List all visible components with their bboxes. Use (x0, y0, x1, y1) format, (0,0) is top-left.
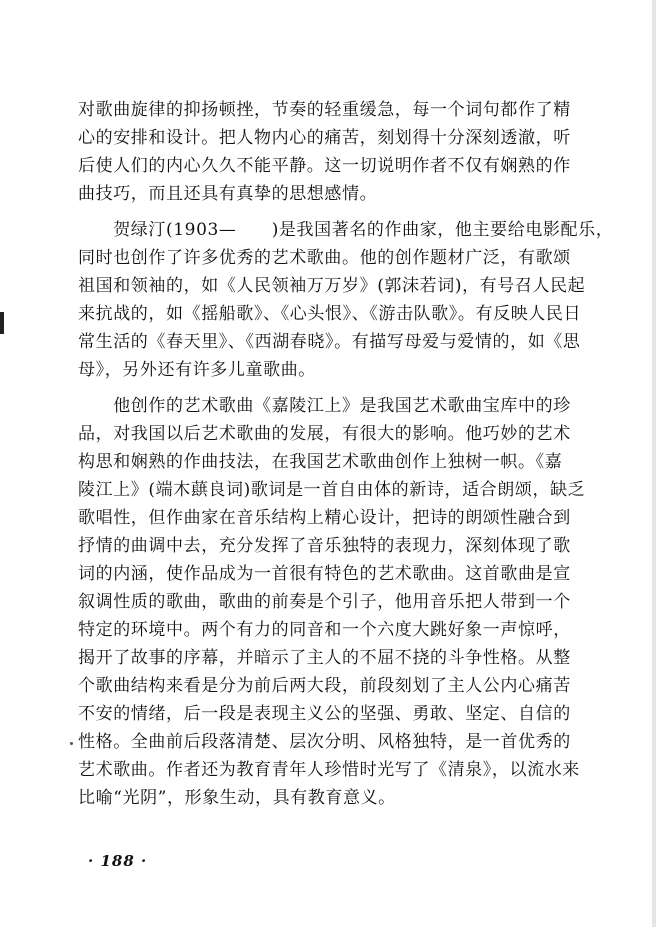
text-line: 心的安排和设计。把人物内心的痛苦，刻划得十分深刻透澈，听 (78, 128, 571, 148)
text-line: 揭开了故事的序幕，并暗示了主人的不屈不挠的斗争性格。从整 (78, 648, 571, 668)
text-line: 不安的情绪，后一段是表现主义公的坚强、勇敢、坚定、自信的 (78, 704, 571, 724)
paragraph-3 (78, 392, 608, 812)
paragraph-2 (78, 216, 614, 384)
text-line: 特定的环境中。两个有力的同音和一个六度大跳好象一声惊呼， (78, 620, 571, 640)
scan-edge-shadow (652, 0, 656, 927)
paragraph-1 (78, 96, 608, 208)
text-line: 歌唱性，但作曲家在音乐结构上精心设计，把诗的朗颂性融合到 (78, 508, 571, 528)
body-text (78, 96, 614, 812)
text-line: 抒情的曲调中去，充分发挥了音乐独特的表现力，深刻体现了歌 (78, 536, 571, 556)
text-line: 叙调性质的歌曲，歌曲的前奏是个引子，他用音乐把人带到一个 (78, 592, 571, 612)
text-line: 对歌曲旋律的抑扬顿挫，节奏的轻重缓急，每一个词句都作了精 (78, 100, 571, 120)
text-line: 个歌曲结构来看是分为前后两大段，前段刻划了主人公内心痛苦 (78, 676, 571, 696)
text-line: 性格。全曲前后段落清楚、层次分明、风格独特，是一首优秀的 (78, 732, 571, 752)
text-line: 词的内涵，使作品成为一首很有特色的艺术歌曲。这首歌曲是宣 (78, 564, 571, 584)
text-line: 比喻“光阴”，形象生动，具有教育意义。 (78, 788, 396, 808)
paragraph-gap (78, 208, 608, 216)
text-line: 构思和娴熟的作曲技法，在我国艺术歌曲创作上独树一帜。《嘉 (78, 452, 563, 472)
text-line: 后使人们的内心久久不能平静。这一切说明作者不仅有娴熟的作 (78, 156, 571, 176)
text-line: 母》，另外还有许多儿童歌曲。 (78, 360, 316, 380)
text-line: 来抗战的，如《摇船歌》、《心头恨》、《游击队歌》。有反映人民日 (78, 304, 582, 324)
scan-edge-mark (0, 312, 4, 334)
paragraph-gap (78, 384, 608, 392)
text-line: 贺绿汀(1903— )是我国著名的作曲家，他主要给电影配乐， (78, 220, 614, 240)
text-line: 陵江上》(端木蕻良词)歌词是一首自由体的新诗，适合朗颂，缺乏 (78, 480, 586, 500)
scan-speck (70, 742, 73, 745)
text-line: 他创作的艺术歌曲《嘉陵江上》是我国艺术歌曲宝库中的珍 (78, 396, 571, 416)
page-number: · 188 · (88, 852, 148, 870)
text-line: 常生活的《春天里》、《西湖春晓》。有描写母爱与爱情的，如《思 (78, 332, 581, 352)
text-line: 同时也创作了许多优秀的艺术歌曲。他的创作题材广泛，有歌颂 (78, 248, 571, 268)
text-line: 祖国和领袖的，如《人民领袖万万岁》(郭沫若词)，有号召人民起 (78, 276, 586, 296)
text-line: 艺术歌曲。作者还为教育青年人珍惜时光写了《清泉》，以流水来 (78, 760, 580, 780)
text-line: 曲技巧，而且还具有真挚的思想感情。 (78, 184, 378, 204)
text-line: 品，对我国以后艺术歌曲的发展，有很大的影响。他巧妙的艺术 (78, 424, 571, 444)
